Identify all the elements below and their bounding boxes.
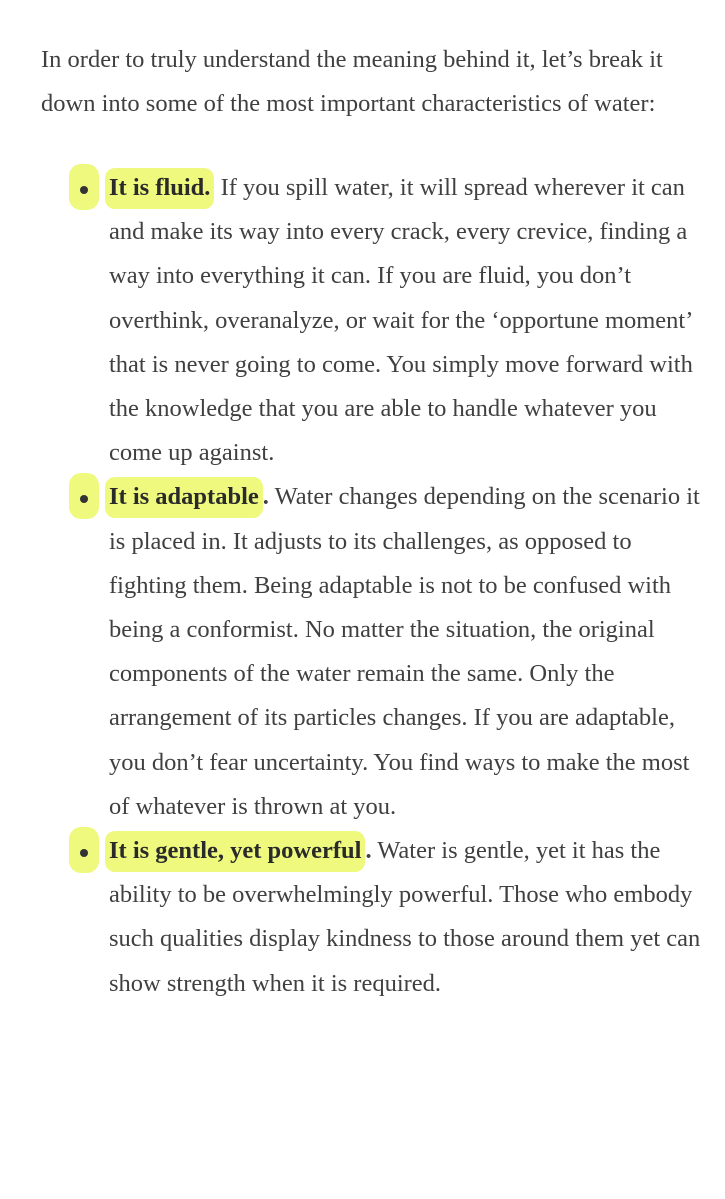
title-period: . — [262, 483, 269, 511]
list-item-fluid — [41, 166, 701, 475]
highlighted-title: It is fluid. — [105, 168, 214, 209]
bullet-body: If you spill water, it will spread wherever it can and make its way into every crack, every crevice, finding a way into everything it can. If you are fluid, you don’t overthink, overanalyze, or wait for the ‘opportune moment’ that is never going to come. You simply move forward with the knowledge that you are able to handle whatever you come up against. — [109, 174, 693, 467]
list-item-gentle — [41, 829, 701, 1006]
bullet-body: Water is gentle, yet it has the ability to be overwhelmingly powerful. Those who embody such qualities display kindness to those around them yet can show strength when it is required. — [109, 837, 701, 997]
bullet-body: Water changes depending on the scenario it is placed in. It adjusts to its challenges, as opposed to fighting them. Being adaptable is not to be confused with being a conformist. No matter the situation, the original components of the water remain the same. Only the arrangement of its particles changes. If you are adaptable, you don’t fear uncertainty. You find ways to make the most of whatever is thrown at you. — [109, 483, 700, 820]
list-item-adaptable — [41, 475, 701, 829]
intro-paragraph: In order to truly understand the meaning behind it, let’s break it down into some of the most important characteristics of water: — [41, 46, 663, 117]
characteristics-list — [41, 166, 701, 1006]
highlighted-title: It is gentle, yet powerful — [105, 831, 365, 872]
bullet-dot — [80, 849, 88, 857]
highlighted-title: It is adaptable — [105, 477, 263, 518]
bullet-dot — [80, 186, 88, 194]
title-period: . — [365, 837, 372, 865]
article — [41, 38, 701, 1006]
